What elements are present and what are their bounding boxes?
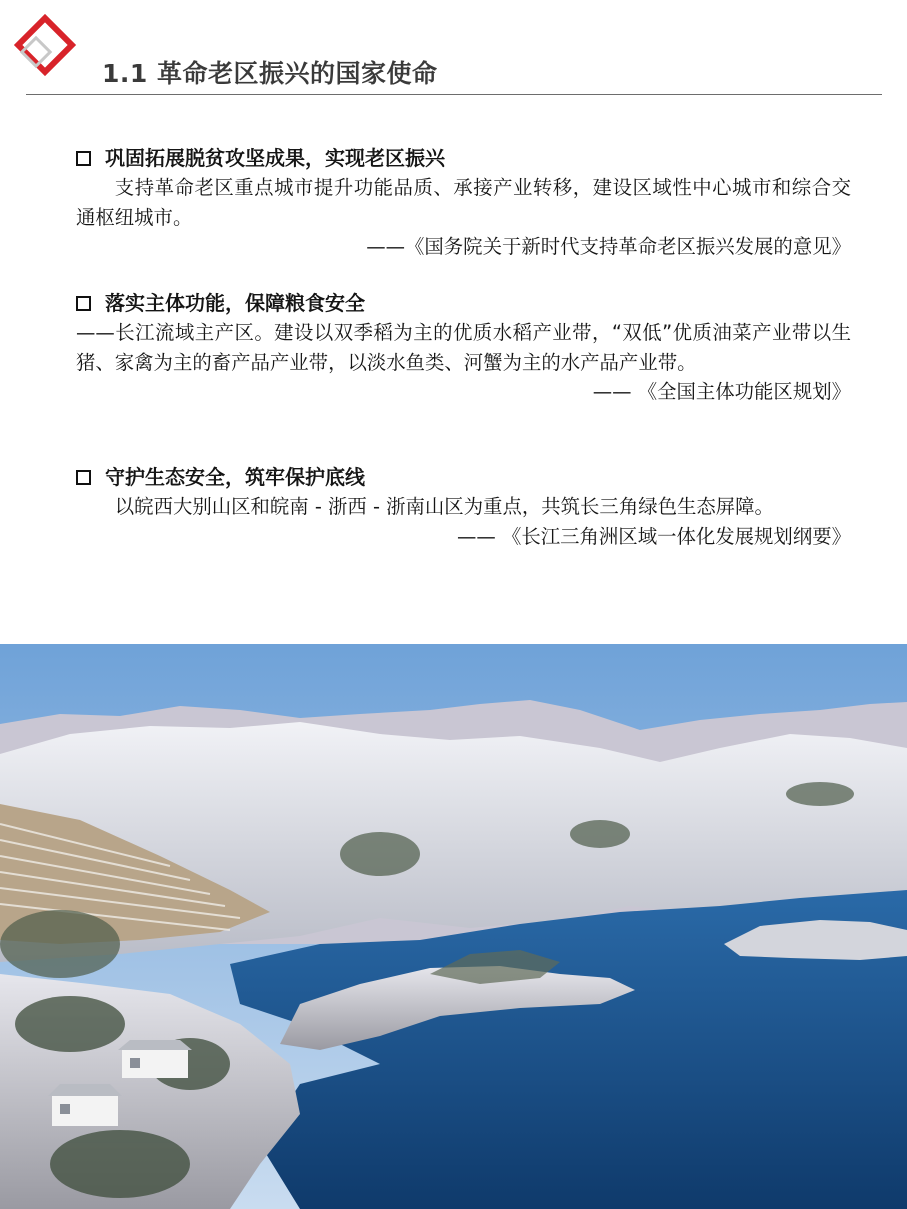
section-source: ——《国务院关于新时代支持革命老区振兴发展的意见》: [366, 235, 851, 258]
section-heading-text: 守护生态安全，筑牢保护底线: [105, 465, 365, 489]
checkbox-icon: [76, 296, 91, 311]
policy-section-3: [76, 463, 851, 551]
section-source: —— 《全国主体功能区规划》: [592, 380, 851, 403]
section-body: ——长江流域主产区。建设以双季稻为主的优质水稻产业带，“双低”优质油菜产业带以生猪、家禽为主的畜产品产业带，以淡水鱼类、河蟹为主的水产品产业带。: [76, 321, 851, 374]
diamond-logo-icon: [12, 12, 82, 82]
section-heading: [76, 463, 851, 492]
page-title: 1.1 革命老区振兴的国家使命: [102, 59, 438, 88]
snow-mountain-lake-photo: [0, 644, 907, 1209]
section-heading: [76, 144, 851, 173]
policy-section-1: [76, 144, 851, 262]
section-heading-text: 落实主体功能，保障粮食安全: [105, 291, 365, 315]
section-body: 支持革命老区重点城市提升功能品质、承接产业转移，建设区域性中心城市和综合交通枢纽城市。: [76, 176, 851, 229]
checkbox-icon: [76, 151, 91, 166]
section-heading: [76, 289, 851, 318]
policy-section-2: [76, 289, 851, 407]
section-body: 以皖西大别山区和皖南 - 浙西 - 浙南山区为重点，共筑长三角绿色生态屏障。: [114, 495, 774, 518]
section-source: —— 《长江三角洲区域一体化发展规划纲要》: [457, 524, 851, 548]
title-divider: [26, 94, 882, 95]
section-heading-text: 巩固拓展脱贫攻坚成果，实现老区振兴: [105, 146, 445, 170]
checkbox-icon: [76, 470, 91, 485]
